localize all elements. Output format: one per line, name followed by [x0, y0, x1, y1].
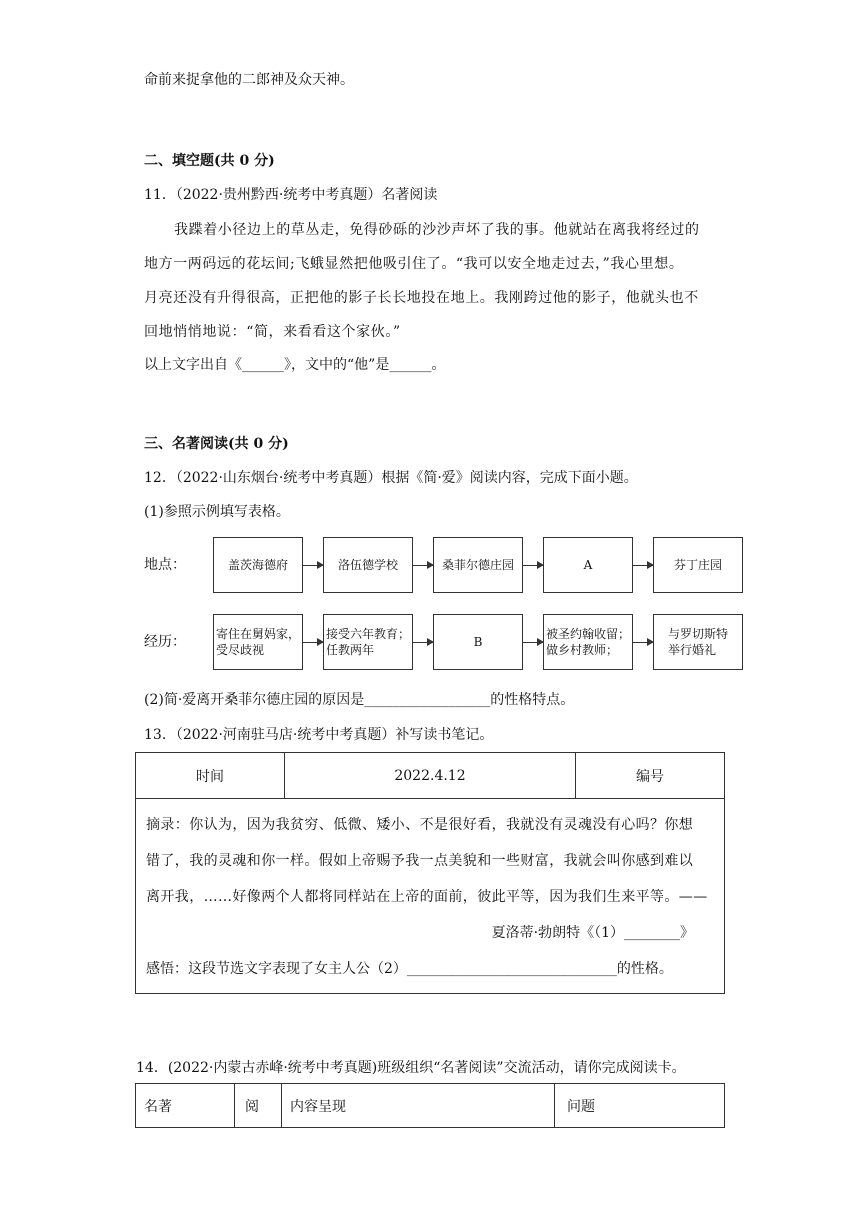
q14-head: 14．(2022·内蒙古赤峰·统考中考真题)班级组织“名著阅读”交流活动，请你完成阅读卡。 [136, 1060, 686, 1076]
reading-note-table [135, 752, 725, 994]
q11-line-2: 地方一两码远的花坛间;飞蛾显然把他吸引住了。“我可以安全地走过去，”我心里想。 [144, 256, 684, 272]
arrow-icon [303, 642, 323, 643]
arrow-icon [523, 642, 543, 643]
col-content: 内容呈现 [282, 1084, 555, 1128]
col-book: 名著 [136, 1084, 235, 1128]
q12-head: 12．（2022·山东烟台·统考中考真题）根据《简·爱》阅读内容，完成下面小题。 [144, 470, 638, 486]
excerpt-line-3: 离开我，……好像两个人都将同样站在上帝的面前，彼此平等，因为我们生来平等。—— [146, 889, 708, 905]
arrow-icon [633, 565, 653, 566]
feeling-line: 感悟：这段节选文字表现了女主人公（2）______________________________的性格。 [146, 961, 673, 977]
experience-box-1: 寄住在舅妈家， 受尽歧视 [213, 614, 303, 670]
experience-label: 经历： [144, 634, 186, 650]
excerpt-cell [136, 799, 725, 994]
excerpt-line-1: 摘录：你认为，因为我贫穷、低微、矮小、不是很好看，我就没有灵魂没有心吗？你想 [146, 817, 694, 833]
place-box-5: 芬丁庄园 [653, 537, 743, 593]
experience-box-b: B [433, 614, 523, 670]
reading-card-table [135, 1083, 725, 1128]
place-box-1: 盖茨海德府 [213, 537, 303, 593]
q12-sub1: (1)参照示例填写表格。 [144, 504, 290, 520]
q11-question: 以上文字出自《______》，文中的“他”是______。 [144, 357, 446, 373]
arrow-icon [633, 642, 653, 643]
section-2-title: 二、填空题(共 0 分) [144, 153, 275, 169]
top-line: 命前来捉拿他的二郎神及众天神。 [144, 72, 354, 88]
excerpt-source: 夏洛蒂·勃朗特《（1）________》 [491, 925, 694, 941]
place-box-2: 洛伍德学校 [323, 537, 413, 593]
arrow-icon [523, 565, 543, 566]
arrow-icon [303, 565, 323, 566]
q13-head: 13．（2022·河南驻马店·统考中考真题）补写读书笔记。 [144, 727, 494, 743]
arrow-icon [413, 565, 433, 566]
experience-box-5: 与罗切斯特 举行婚礼 [653, 614, 743, 670]
q11-line-1: 我蹀着小径边上的草丛走，免得砂砾的沙沙声坏了我的事。他就站在离我将经过的 [174, 222, 700, 238]
col-question: 问题 [555, 1084, 725, 1128]
time-header: 时间 [136, 753, 285, 799]
arrow-icon [413, 642, 433, 643]
number-header: 编号 [576, 753, 725, 799]
experience-box-4: 被圣约翰收留； 做乡村教师； [543, 614, 633, 670]
q11-line-4: 回地悄悄地说：“简，来看看这个家伙。” [144, 324, 401, 340]
date-cell: 2022.4.12 [285, 753, 576, 799]
place-box-a: A [543, 537, 633, 593]
col-read: 阅 [235, 1084, 282, 1128]
place-box-3: 桑菲尔德庄园 [433, 537, 523, 593]
q12-sub2: (2)简·爱离开桑菲尔德庄园的原因是__________________的性格特点。 [144, 692, 575, 708]
q11-head: 11．（2022·贵州黔西·统考中考真题）名著阅读 [144, 187, 438, 203]
q11-line-3: 月亮还没有升得很高，正把他的影子长长地投在地上。我刚跨过他的影子，他就头也不 [144, 290, 699, 306]
places-label: 地点： [144, 557, 186, 573]
experience-box-2: 接受六年教育； 任教两年 [323, 614, 413, 670]
excerpt-line-2: 错了，我的灵魂和你一样。假如上帝赐予我一点美貌和一些财富，我就会叫你感到难以 [146, 853, 694, 869]
section-3-title: 三、名著阅读(共 0 分) [144, 436, 289, 452]
